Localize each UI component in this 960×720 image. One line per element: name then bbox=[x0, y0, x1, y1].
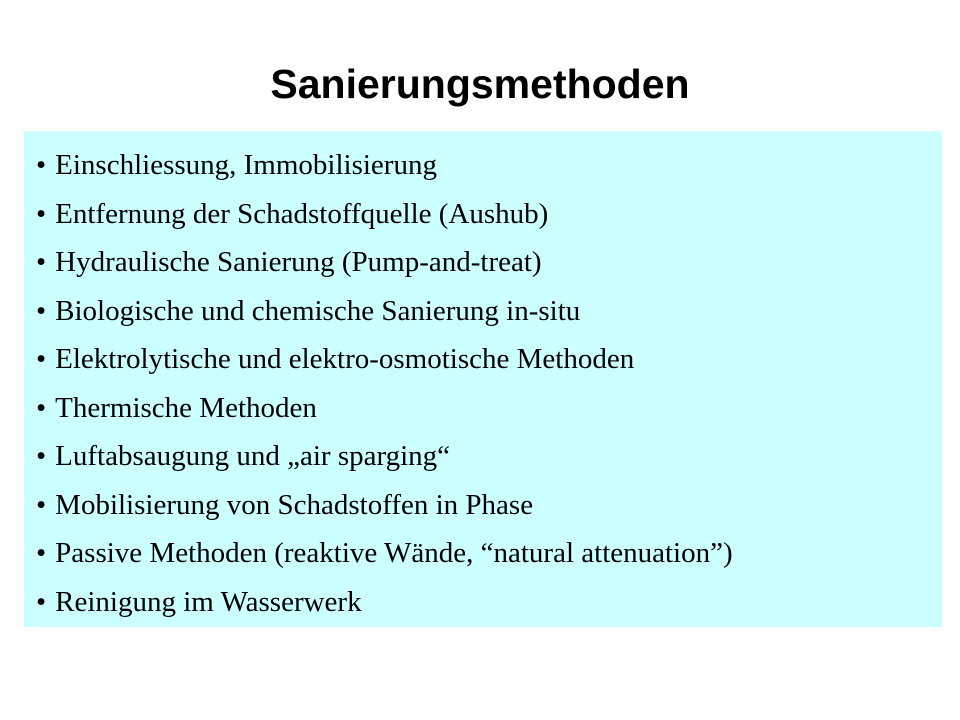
bullet-icon: • bbox=[36, 537, 47, 569]
list-item bbox=[36, 529, 942, 578]
list-item bbox=[36, 384, 942, 433]
list-item-text: Thermische Methoden bbox=[55, 391, 317, 424]
list-item bbox=[36, 432, 942, 481]
list-item bbox=[36, 190, 942, 239]
bullet-list bbox=[36, 141, 942, 626]
list-item-text: Reinigung im Wasserwerk bbox=[55, 585, 362, 618]
list-item-text: Elektrolytische und elektro-osmotische Methoden bbox=[55, 343, 635, 375]
bullet-icon: • bbox=[36, 391, 47, 424]
list-item-text: Hydraulische Sanierung (Pump-and-treat) bbox=[55, 246, 542, 278]
bullet-icon: • bbox=[36, 488, 47, 521]
list-item bbox=[36, 141, 942, 190]
bullet-icon: • bbox=[36, 246, 47, 278]
bullet-icon: • bbox=[36, 294, 47, 327]
bullet-icon: • bbox=[36, 197, 47, 230]
list-item-text: Mobilisierung von Schadstoffen in Phase bbox=[55, 488, 534, 521]
list-item-text: Entfernung der Schadstoffquelle (Aushub) bbox=[55, 197, 549, 230]
list-item-text: Einschliessung, Immobilisierung bbox=[55, 149, 437, 181]
slide-title: Sanierungsmethoden bbox=[270, 61, 690, 107]
list-item bbox=[36, 335, 942, 384]
list-item bbox=[36, 481, 942, 530]
list-item-text: Biologische und chemische Sanierung in-situ bbox=[55, 294, 581, 327]
list-item-text: Passive Methoden (reaktive Wände, “natural attenuation”) bbox=[55, 537, 733, 569]
bullet-icon: • bbox=[36, 149, 47, 181]
list-item bbox=[36, 238, 942, 287]
content-box bbox=[24, 131, 942, 627]
bullet-icon: • bbox=[36, 343, 47, 375]
list-item-text: Luftabsaugung und „air sparging“ bbox=[55, 440, 451, 472]
bullet-icon: • bbox=[36, 585, 47, 618]
bullet-icon: • bbox=[36, 440, 47, 472]
list-item bbox=[36, 578, 942, 627]
list-item bbox=[36, 287, 942, 336]
